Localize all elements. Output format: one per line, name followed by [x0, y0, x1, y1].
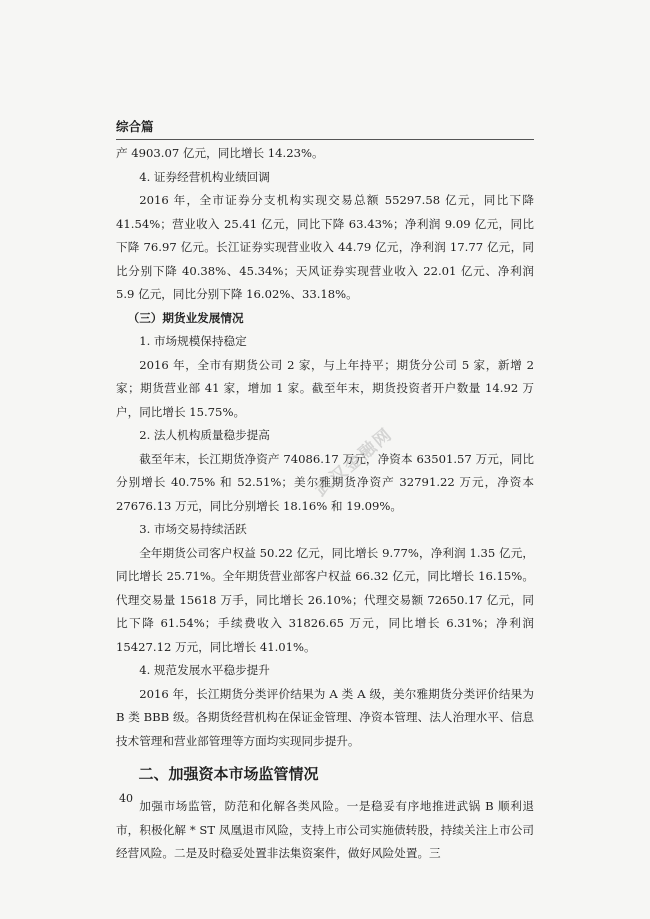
subheading: 3. 市场交易持续活跃	[139, 522, 247, 536]
running-header: 综合篇	[116, 117, 534, 140]
paragraph: 2016 年，长江期货分类评价结果为 A 类 A 级，美尔雅期货分类评价结果为 B 类 BBB 级。各期货经营机构在保证金管理、净资本管理、法人治理水平、信息技术管理和营业部管理等方面均实现同步提升。	[116, 686, 534, 748]
page-content	[116, 142, 534, 866]
subheading: 4. 证券经营机构业绩回调	[139, 169, 270, 184]
subheading: 2. 法人机构质量稳步提高	[139, 428, 270, 442]
chapter-heading: 二、加强资本市场监管情况	[138, 765, 319, 783]
page-number: 40	[119, 792, 133, 805]
paragraph: 截至年末，长江期货净资产 74086.17 万元，净资本 63501.57 万元，同比分别增长 40.75% 和 52.51%；美尔雅期货净资产 32791.22 万元，净资本 27676.13 万元，同比分别增长 18.16% 和 19.09%。	[116, 451, 534, 513]
paragraph: 2016 年，全市有期货公司 2 家，与上年持平；期货分公司 5 家，新增 2 家；期货营业部 41 家，增加 1 家。截至年末，期货投资者开户数量 14.92 万户，同比增长 15.75%。	[116, 357, 534, 419]
paragraph: 加强市场监管，防范和化解各类风险。一是稳妥有序地推进武锅 B 顺利退市，积极化解 * ST 凤凰退市风险，支持上市公司实施债转股，持续关注上市公司经营风险。二是及时稳妥处置非法集资案件，做好风险处置。三	[116, 799, 534, 860]
subheading: 4. 规范发展水平稳步提升	[139, 663, 270, 677]
watermark: 武汉金融网	[311, 424, 397, 501]
section-heading: （三）期货业发展情况	[127, 310, 244, 325]
paragraph: 2016 年，全市证券分支机构实现交易总额 55297.58 亿元，同比下降 41.54%；营业收入 25.41 亿元，同比下降 63.43%；净利润 9.09 亿元，同比下降 76.97 亿元。长江证券实现营业收入 44.79 亿元，净利润 17.77 亿元，同比分别下降 40.38%、45.34%；天风证券实现营业收入 22.01 亿元、净利润 5.9 亿元，同比分别下降 16.02%、33.18%。	[116, 193, 534, 301]
paragraph: 全年期货公司客户权益 50.22 亿元，同比增长 9.77%，净利润 1.35 亿元，同比增长 25.71%。全年期货营业部客户权益 66.32 亿元，同比增长 16.15%。代理交易量 15618 万手，同比增长 26.10%；代理交易额 72650.17 亿元，同比下降 61.54%；手续费收入 31826.65 万元，同比增长 6.31%；净利润 15427.12 万元，同比增长 41.01%。	[116, 545, 534, 654]
subheading: 1. 市场规模保持稳定	[139, 334, 247, 348]
paragraph: 产 4903.07 亿元，同比增长 14.23%。	[116, 146, 324, 160]
